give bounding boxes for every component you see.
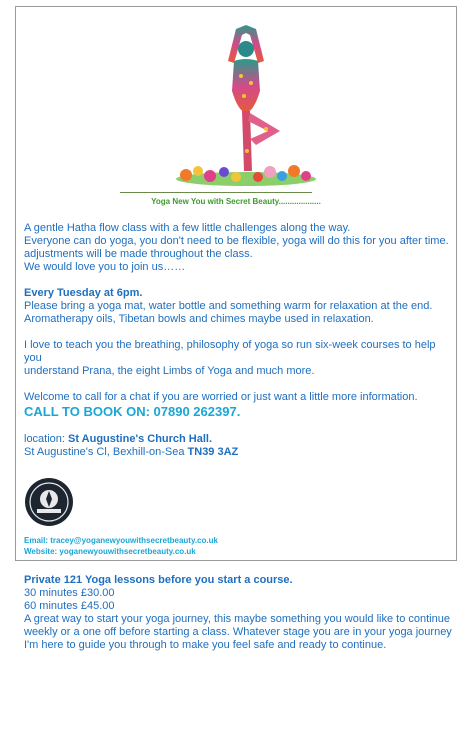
email-link[interactable]: Email: tracey@yoganewyouwithsecretbeauty.co.uk (24, 536, 218, 545)
location-label: location: (24, 433, 69, 445)
private-description: weekly or a one off before starting a class. Whatever stage you are in your yoga journey (24, 626, 452, 638)
contact-info (24, 535, 218, 557)
address-line (24, 446, 454, 459)
intro-line: We would love you to join us…… (24, 261, 186, 273)
address: St Augustine's Cl, Bexhill-on-Sea (24, 446, 188, 458)
intro-line: Everyone can do yoga, you don't need to be flexible, yoga will do this for you after time. (24, 235, 449, 247)
insurance-badge-icon (24, 477, 74, 527)
price-60: 60 minutes £45.00 (24, 600, 115, 612)
divider (120, 192, 312, 193)
intro-line: adjustments will be made throughout the class. (24, 248, 253, 260)
yoga-tree-pose-figure-icon (146, 21, 346, 191)
website-link[interactable]: Website: yoganewyouwithsecretbeauty.co.uk (24, 547, 196, 556)
bring-line: Aromatherapy oils, Tibetan bowls and chimes maybe used in relaxation. (24, 313, 374, 325)
cta-label: CALL TO BOOK ON: (24, 404, 154, 419)
cta-end: . (236, 404, 241, 419)
location-line (24, 433, 454, 446)
schedule-heading: Every Tuesday at 6pm. (24, 287, 143, 299)
flyer-body (24, 222, 454, 459)
welcome-line: Welcome to call for a chat if you are worried or just want a little more information. (24, 391, 418, 403)
teach-line: understand Prana, the eight Limbs of Yoga and much more. (24, 365, 315, 377)
bring-line: Please bring a yoga mat, water bottle and something warm for relaxation at the end. (24, 300, 433, 312)
private-lessons (24, 574, 464, 652)
phone-number[interactable]: 07890 262397 (153, 404, 237, 419)
private-heading: Private 121 Yoga lessons before you start a course. (24, 574, 293, 586)
price-30: 30 minutes £30.00 (24, 587, 115, 599)
flyer-subtitle: Yoga New You with Secret Beauty................... (151, 197, 321, 206)
private-description: A great way to start your yoga journey, this maybe something you would like to continue (24, 613, 450, 625)
intro-line: A gentle Hatha flow class with a few little challenges along the way. (24, 222, 351, 234)
yoga-flyer (15, 6, 457, 561)
call-to-book (24, 404, 454, 420)
teach-line: I love to teach you the breathing, philosophy of yoga so run six-week courses to help you (24, 339, 436, 364)
location-name: St Augustine's Church Hall. (68, 433, 213, 445)
private-description: I'm here to guide you through to make you feel safe and ready to continue. (24, 639, 387, 651)
postcode: TN39 3AZ (187, 446, 239, 458)
